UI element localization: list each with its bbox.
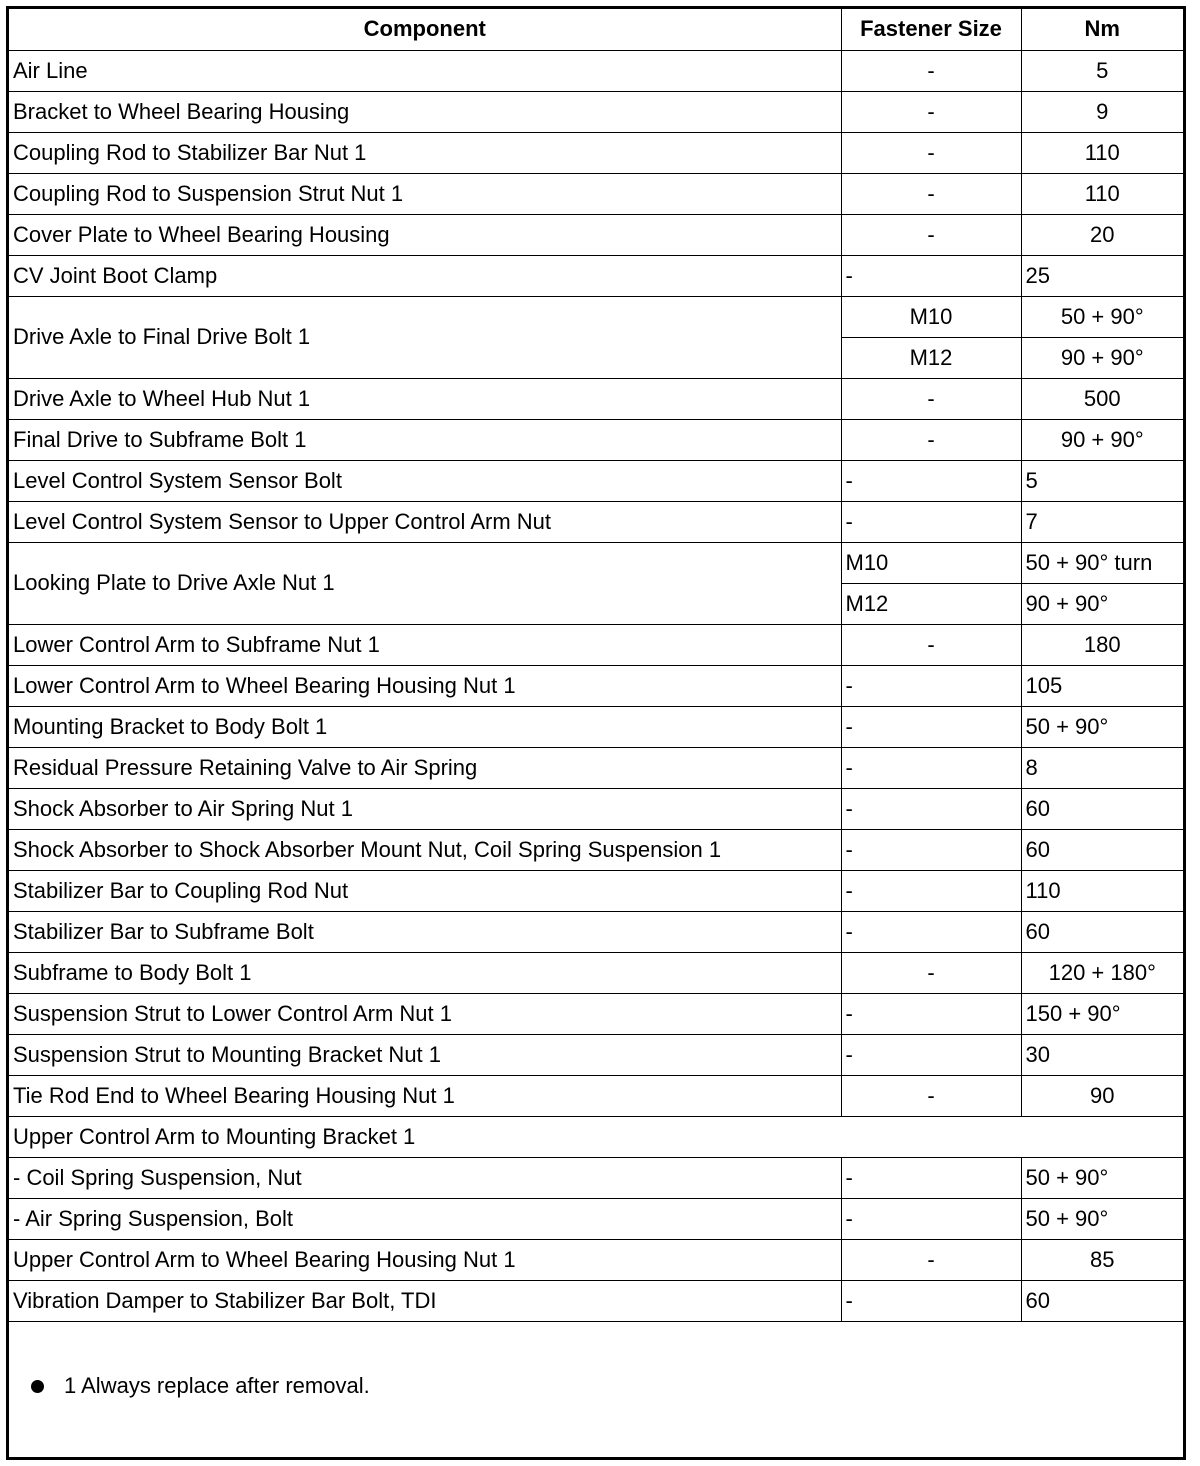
table-row [9,665,1183,706]
table-row [9,501,1183,542]
table-row [9,1239,1183,1280]
table-row [9,419,1183,460]
component-cell: Stabilizer Bar to Subframe Bolt [9,911,841,952]
fastener-size-cell: - [841,706,1021,747]
table-row [9,993,1183,1034]
nm-cell: 60 [1021,829,1183,870]
component-cell: Bracket to Wheel Bearing Housing [9,91,841,132]
fastener-size-cell: - [841,173,1021,214]
fastener-size-cell: - [841,993,1021,1034]
table-row [9,378,1183,419]
fastener-size-cell: M12 [841,337,1021,378]
component-cell: Coupling Rod to Suspension Strut Nut 1 [9,173,841,214]
nm-cell: 90 + 90° [1021,337,1183,378]
fastener-size-cell: - [841,501,1021,542]
nm-cell: 105 [1021,665,1183,706]
table-row [9,706,1183,747]
component-cell: Coupling Rod to Stabilizer Bar Nut 1 [9,132,841,173]
table-body [9,50,1183,1321]
fastener-size-cell: - [841,1157,1021,1198]
fastener-size-cell: - [841,378,1021,419]
torque-spec-sheet [6,6,1186,1460]
nm-cell: 120 + 180° [1021,952,1183,993]
table-row [9,173,1183,214]
table-row [9,50,1183,91]
fastener-size-cell: - [841,1075,1021,1116]
footnote [31,1374,370,1398]
nm-cell: 7 [1021,501,1183,542]
fastener-size-cell: - [841,624,1021,665]
nm-cell: 500 [1021,378,1183,419]
fastener-size-cell: - [841,50,1021,91]
fastener-size-cell: - [841,1198,1021,1239]
footnote-text: 1 Always replace after removal. [64,1373,370,1398]
component-cell: Residual Pressure Retaining Valve to Air Spring [9,747,841,788]
table-row [9,1198,1183,1239]
fastener-size-cell: M10 [841,296,1021,337]
table-header-row [9,9,1183,50]
nm-cell: 20 [1021,214,1183,255]
table-row [9,460,1183,501]
nm-cell: 90 + 90° [1021,419,1183,460]
table-row [9,255,1183,296]
table-row [9,747,1183,788]
fastener-size-cell: - [841,419,1021,460]
fastener-size-cell: M12 [841,583,1021,624]
nm-cell: 50 + 90° turn [1021,542,1183,583]
component-cell: Suspension Strut to Lower Control Arm Nut 1 [9,993,841,1034]
torque-spec-table [9,9,1183,1322]
fastener-size-cell: - [841,460,1021,501]
component-cell: Cover Plate to Wheel Bearing Housing [9,214,841,255]
component-cell: Lower Control Arm to Wheel Bearing Housing Nut 1 [9,665,841,706]
component-cell: Shock Absorber to Air Spring Nut 1 [9,788,841,829]
component-cell: Upper Control Arm to Mounting Bracket 1 [9,1116,1183,1157]
table-row [9,829,1183,870]
component-cell: Lower Control Arm to Subframe Nut 1 [9,624,841,665]
table-row [9,1116,1183,1157]
nm-cell: 60 [1021,788,1183,829]
table-row [9,1157,1183,1198]
nm-cell: 110 [1021,173,1183,214]
nm-cell: 60 [1021,911,1183,952]
fastener-size-cell: - [841,870,1021,911]
fastener-size-cell: - [841,911,1021,952]
fastener-size-cell: - [841,255,1021,296]
component-cell: Mounting Bracket to Body Bolt 1 [9,706,841,747]
fastener-size-cell: - [841,1034,1021,1075]
fastener-size-cell: - [841,214,1021,255]
component-cell: Drive Axle to Final Drive Bolt 1 [9,296,841,378]
component-cell: Upper Control Arm to Wheel Bearing Housing Nut 1 [9,1239,841,1280]
component-cell: Suspension Strut to Mounting Bracket Nut 1 [9,1034,841,1075]
nm-cell: 60 [1021,1280,1183,1321]
nm-cell: 50 + 90° [1021,706,1183,747]
component-cell: Vibration Damper to Stabilizer Bar Bolt, TDI [9,1280,841,1321]
nm-cell: 50 + 90° [1021,1198,1183,1239]
table-row [9,91,1183,132]
component-cell: Air Line [9,50,841,91]
nm-cell: 110 [1021,870,1183,911]
table-row [9,624,1183,665]
fastener-size-cell: M10 [841,542,1021,583]
component-cell: Stabilizer Bar to Coupling Rod Nut [9,870,841,911]
component-cell: Drive Axle to Wheel Hub Nut 1 [9,378,841,419]
component-cell: - Air Spring Suspension, Bolt [9,1198,841,1239]
table-row [9,1280,1183,1321]
nm-cell: 50 + 90° [1021,1157,1183,1198]
component-cell: Final Drive to Subframe Bolt 1 [9,419,841,460]
table-row [9,952,1183,993]
nm-cell: 85 [1021,1239,1183,1280]
component-cell: - Coil Spring Suspension, Nut [9,1157,841,1198]
table-row [9,214,1183,255]
header-component: Component [9,9,841,50]
table-row [9,911,1183,952]
header-fastener-size: Fastener Size [841,9,1021,50]
nm-cell: 90 + 90° [1021,583,1183,624]
table-row [9,1034,1183,1075]
nm-cell: 30 [1021,1034,1183,1075]
table-row [9,1075,1183,1116]
fastener-size-cell: - [841,91,1021,132]
fastener-size-cell: - [841,952,1021,993]
table-row [9,788,1183,829]
table-row [9,542,1183,583]
nm-cell: 9 [1021,91,1183,132]
component-cell: Level Control System Sensor Bolt [9,460,841,501]
table-row [9,870,1183,911]
nm-cell: 150 + 90° [1021,993,1183,1034]
component-cell: Subframe to Body Bolt 1 [9,952,841,993]
nm-cell: 90 [1021,1075,1183,1116]
header-nm: Nm [1021,9,1183,50]
fastener-size-cell: - [841,1239,1021,1280]
table-row [9,296,1183,337]
nm-cell: 8 [1021,747,1183,788]
fastener-size-cell: - [841,829,1021,870]
bullet-icon [31,1380,44,1393]
table-row [9,132,1183,173]
fastener-size-cell: - [841,788,1021,829]
fastener-size-cell: - [841,132,1021,173]
component-cell: CV Joint Boot Clamp [9,255,841,296]
component-cell: Tie Rod End to Wheel Bearing Housing Nut 1 [9,1075,841,1116]
fastener-size-cell: - [841,1280,1021,1321]
nm-cell: 25 [1021,255,1183,296]
nm-cell: 110 [1021,132,1183,173]
component-cell: Looking Plate to Drive Axle Nut 1 [9,542,841,624]
nm-cell: 180 [1021,624,1183,665]
nm-cell: 50 + 90° [1021,296,1183,337]
fastener-size-cell: - [841,665,1021,706]
fastener-size-cell: - [841,747,1021,788]
nm-cell: 5 [1021,460,1183,501]
component-cell: Level Control System Sensor to Upper Control Arm Nut [9,501,841,542]
nm-cell: 5 [1021,50,1183,91]
component-cell: Shock Absorber to Shock Absorber Mount Nut, Coil Spring Suspension 1 [9,829,841,870]
